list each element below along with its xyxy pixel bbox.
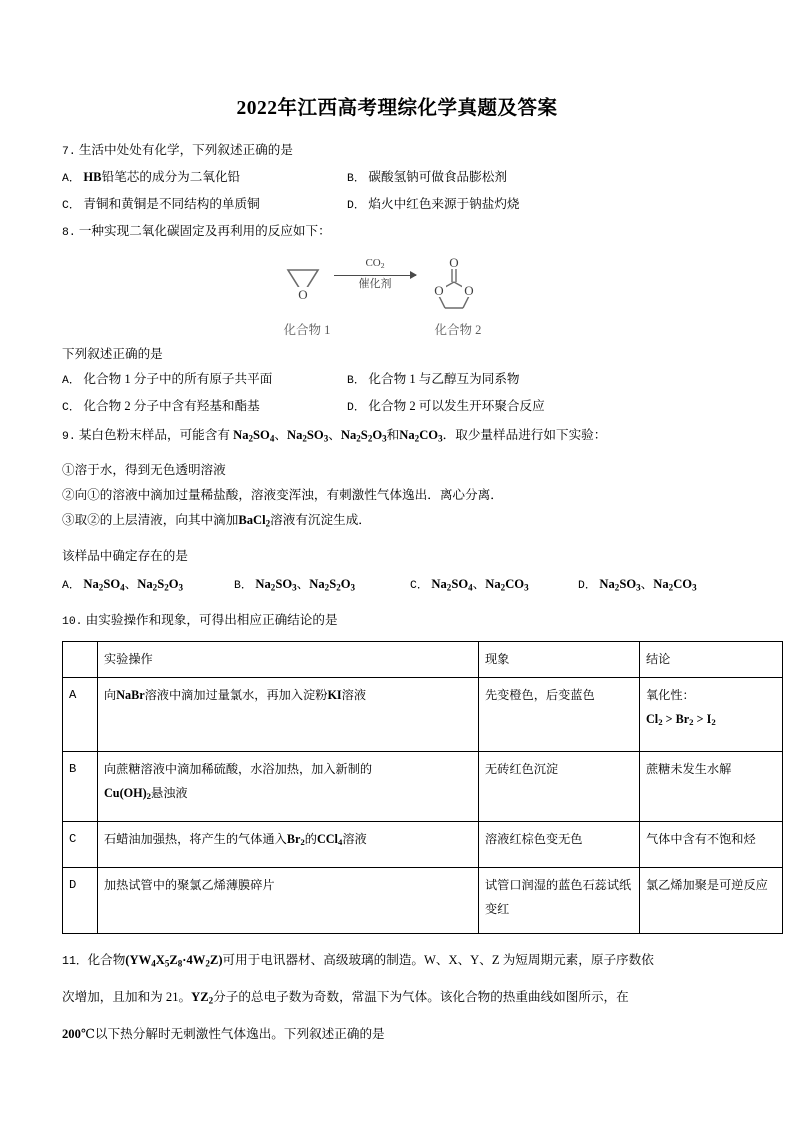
option-7-a-bold: HB <box>83 170 102 184</box>
row-a-conclusion <box>640 677 783 751</box>
row-index-a: A <box>63 677 98 751</box>
row-a-op-mid: 溶液中滴加过量氯水，再加入淀粉 <box>144 687 328 702</box>
row-d-operation: 加热试管中的聚氯乙烯薄膜碎片 <box>98 867 479 933</box>
option-9-b-label: B． <box>234 579 253 592</box>
table-row[interactable] <box>63 867 783 933</box>
option-9-b[interactable]: B． $Na_2SO_3$、$Na_2S_2O_3$ <box>234 576 356 592</box>
question-9-step-3 <box>62 508 732 536</box>
question-10-stem-text: 由实验操作和现象，可得出相应正确结论的是 <box>85 612 338 627</box>
option-7-a-label: A． <box>62 173 81 185</box>
row-a-conclusion-formula: $Cl_2 > Br_2 > I_2$ <box>646 711 716 727</box>
question-11-line-3 <box>62 1017 732 1051</box>
formula-na2s2o3: $Na_2S_2O_3$ <box>340 428 387 444</box>
question-7 <box>62 138 732 219</box>
option-9-c[interactable]: C． $Na_2SO_4$、$Na_2CO_3$ <box>410 576 529 592</box>
option-8-a-label: A． <box>62 375 81 387</box>
row-d-conclusion: 氯乙烯加聚是可逆反应 <box>640 867 783 933</box>
page-title: 2022年江西高考理综化学真题及答案 <box>236 98 558 119</box>
row-a-operation <box>98 677 479 751</box>
question-8-number: 8. <box>62 227 76 239</box>
option-9-a-label: A． <box>62 579 81 592</box>
question-9-number: 9. <box>62 431 76 443</box>
question-8-options-row-2 <box>62 394 732 421</box>
question-7-stem <box>62 138 732 165</box>
formula-bacl2: BaCl$_2$ <box>238 513 271 529</box>
table-header-operation: 实验操作 <box>98 641 479 677</box>
option-7-d-label: D． <box>347 200 366 212</box>
formula-cu-oh-2: $Cu(OH)_2$ <box>104 785 152 801</box>
row-a-phenomenon: 先变橙色，后变蓝色 <box>479 677 640 751</box>
epoxide-svg <box>280 260 326 306</box>
option-9-a-formula-1: $Na_2SO_4$ <box>83 576 125 592</box>
formula-ccl4: CCl$_4$ <box>316 831 343 847</box>
question-11-line-1 <box>62 943 732 980</box>
option-8-b-text: 化合物 1 与乙醇互为同系物 <box>368 372 520 386</box>
row-b-conclusion: 蔗糖未发生水解 <box>640 751 783 821</box>
table-row[interactable] <box>63 751 783 821</box>
option-9-b-formula-2: $Na_2S_2O_3$ <box>309 576 356 592</box>
question-11-line-2 <box>62 980 732 1017</box>
row-b-op-pre: 向蔗糖溶液中滴加稀硫酸，水浴加热，加入新制的 <box>104 761 373 776</box>
option-7-a[interactable] <box>62 165 347 192</box>
option-8-b-label: B． <box>347 375 366 387</box>
svg-text:O: O <box>298 287 308 302</box>
table-header-row <box>63 641 783 677</box>
carbonate-svg <box>424 252 484 314</box>
question-10-number: 10. <box>62 615 83 628</box>
table-row[interactable] <box>63 821 783 867</box>
option-7-b-label: B． <box>347 173 366 185</box>
option-9-d-formula-1: $Na_2SO_3$ <box>599 576 641 592</box>
option-7-d[interactable] <box>347 192 732 219</box>
row-c-conclusion: 气体中含有不饱和烃 <box>640 821 783 867</box>
row-b-phenomenon: 无砖红色沉淀 <box>479 751 640 821</box>
option-8-a-text: 化合物 1 分子中的所有原子共平面 <box>83 372 273 386</box>
formula-br2: $Br_2$ <box>286 831 305 847</box>
formula-nabr: NaBr <box>116 687 145 702</box>
svg-text:O: O <box>464 283 474 298</box>
question-11-line2-post: 分子的总电子数为奇数，常温下为气体。该化合物的热重曲线如图所示，在 <box>213 990 629 1005</box>
reagent-co2: CO <box>365 257 381 269</box>
option-7-c-label: C． <box>62 200 81 212</box>
question-11 <box>62 943 732 1052</box>
question-11-line1-post: 可用于电讯器材、高级玻璃的制造。W、X、Y、Z 为短周期元素，原子序数依 <box>222 952 654 967</box>
table-header-phenomenon: 现象 <box>479 641 640 677</box>
question-7-number: 7. <box>62 146 76 158</box>
option-9-c-formula-2: $Na_2CO_3$ <box>485 576 529 592</box>
caption-compound-2: 化合物 2 <box>434 323 482 337</box>
question-7-options-row-1 <box>62 165 732 192</box>
option-9-d-label: D． <box>578 579 597 592</box>
question-9-step-1: ①溶于水，得到无色透明溶液 <box>62 463 226 478</box>
option-8-d[interactable] <box>347 394 732 421</box>
question-9-stem-text: 某白色粉末样品，可能含有 <box>78 428 230 442</box>
question-11-line1-pre: 化合物 <box>87 952 126 967</box>
row-index-d: D <box>63 867 98 933</box>
row-c-phenomenon: 溶液红棕色变无色 <box>479 821 640 867</box>
option-8-a[interactable] <box>62 367 347 394</box>
formula-ki: KI <box>327 687 342 702</box>
option-8-c[interactable] <box>62 394 347 421</box>
option-9-b-formula-1: $Na_2SO_3$ <box>255 576 297 592</box>
option-9-d-formula-2: $Na_2CO_3$ <box>653 576 697 592</box>
option-7-c-text: 青铜和黄铜是不同结构的单质铜 <box>83 197 260 211</box>
reagent-co2-sub: 2 <box>380 260 385 270</box>
option-8-c-text: 化合物 2 分子中含有羟基和酯基 <box>83 399 260 413</box>
reaction-arrow <box>334 256 416 291</box>
option-8-d-label: D． <box>347 402 366 414</box>
reagent-below-arrow: 催化剂 <box>358 277 392 290</box>
caption-compound-1: 化合物 1 <box>283 323 331 337</box>
epoxide-structure-icon <box>280 260 326 311</box>
question-10 <box>62 608 768 934</box>
option-8-b[interactable] <box>347 367 732 394</box>
question-8 <box>62 219 732 421</box>
svg-text:O: O <box>434 283 444 298</box>
formula-compound-main: $(YW_4X_5Z_8\cdot 4W_2Z)$ <box>125 952 223 969</box>
row-b-op-post: 悬浊液 <box>151 785 188 800</box>
question-11-line2-pre: 次增加，且加和为 21。 <box>62 990 192 1005</box>
question-9-ask: 该样品中确定存在的是 <box>62 548 188 563</box>
question-7-options-row-2 <box>62 192 732 219</box>
question-9-step-3-pre: ③取②的上层清液，向其中滴加 <box>62 513 239 528</box>
row-b-operation <box>98 751 479 821</box>
table-row[interactable] <box>63 677 783 751</box>
formula-na2so4: $Na_2SO_4$ <box>233 428 275 444</box>
question-9-stem: 9. 某白色粉末样品，可能含有 $Na_2SO_4$、$Na_2SO_3$、$Na_2S_2O_3$和$Na_2CO_3$．取少量样品进行如下实验： <box>62 428 607 444</box>
option-7-b-text: 碳酸氢钠可做食品膨松剂 <box>368 170 507 184</box>
question-9-step-3-post: 溶液有沉淀生成． <box>270 513 371 528</box>
question-9-stem-tail: ．取少量样品进行如下实验： <box>442 428 607 442</box>
option-9-a[interactable]: A． $Na_2SO_4$、$Na_2S_2O_3$ <box>62 576 184 592</box>
row-c-op-mid: 的 <box>304 831 317 846</box>
row-c-op-post: 溶液 <box>342 831 367 846</box>
row-a-op-pre: 向 <box>104 687 117 702</box>
row-c-op-pre: 石蜡油加强热，将产生的气体通入 <box>104 831 287 846</box>
question-9-options-row <box>62 572 732 600</box>
question-8-stem-text: 一种实现二氧化碳固定及再利用的反应如下： <box>78 224 331 238</box>
option-8-c-label: C． <box>62 402 81 414</box>
option-7-c[interactable] <box>62 192 347 219</box>
option-7-d-text: 焰火中红色来源于钠盐灼烧 <box>368 197 520 211</box>
question-8-stem <box>62 219 732 246</box>
formula-na2so3: $Na_2SO_3$ <box>286 428 329 444</box>
option-9-c-label: C． <box>410 579 429 592</box>
table-header-conclusion: 结论 <box>640 641 783 677</box>
option-9-a-formula-2: $Na_2S_2O_3$ <box>137 576 184 592</box>
experiment-table <box>62 641 783 934</box>
row-a-op-post: 溶液 <box>341 687 367 702</box>
option-9-d[interactable]: D． $Na_2SO_3$、$Na_2CO_3$ <box>578 576 697 592</box>
reaction-scheme <box>62 250 732 342</box>
svg-text:O: O <box>449 255 459 270</box>
question-10-stem <box>62 608 732 635</box>
row-c-operation <box>98 821 479 867</box>
row-b-op-line2 <box>104 781 472 808</box>
question-9 <box>62 423 732 600</box>
row-index-b: B <box>63 751 98 821</box>
cyclic-carbonate-structure-icon <box>424 252 484 319</box>
row-d-phenomenon: 试管口润湿的蓝色石蕊试纸变红 <box>479 867 640 933</box>
arrow-line-icon <box>334 275 416 276</box>
formula-na2co3: $Na_2CO_3$ <box>399 428 443 444</box>
table-header-index <box>63 641 98 677</box>
reagent-above-arrow <box>334 256 416 273</box>
question-9-step-2: ②向①的溶液中滴加过量稀盐酸，溶液变浑浊，有刺激性气体逸出．离心分离． <box>62 488 503 503</box>
question-11-number: 11． <box>62 954 88 968</box>
option-7-a-text: 铅笔芯的成分为二氧化铅 <box>101 170 241 184</box>
formula-yz2: $YZ_2$ <box>191 990 214 1006</box>
row-index-c: C <box>63 821 98 867</box>
question-7-stem-text: 生活中处处有化学，下列叙述正确的是 <box>78 143 293 157</box>
temperature-value: 200 <box>62 1027 81 1042</box>
option-8-d-text: 化合物 2 可以发生开环聚合反应 <box>368 399 545 413</box>
option-9-c-formula-1: $Na_2SO_4$ <box>431 576 473 592</box>
question-8-options-row-1 <box>62 367 732 394</box>
option-7-b[interactable] <box>347 165 732 192</box>
row-a-conclusion-label: 氧化性： <box>646 687 695 702</box>
question-8-stem2: 下列叙述正确的是 <box>62 347 163 361</box>
question-11-line3-post: ℃以下热分解时无刺激性气体逸出。下列叙述正确的是 <box>80 1027 385 1042</box>
